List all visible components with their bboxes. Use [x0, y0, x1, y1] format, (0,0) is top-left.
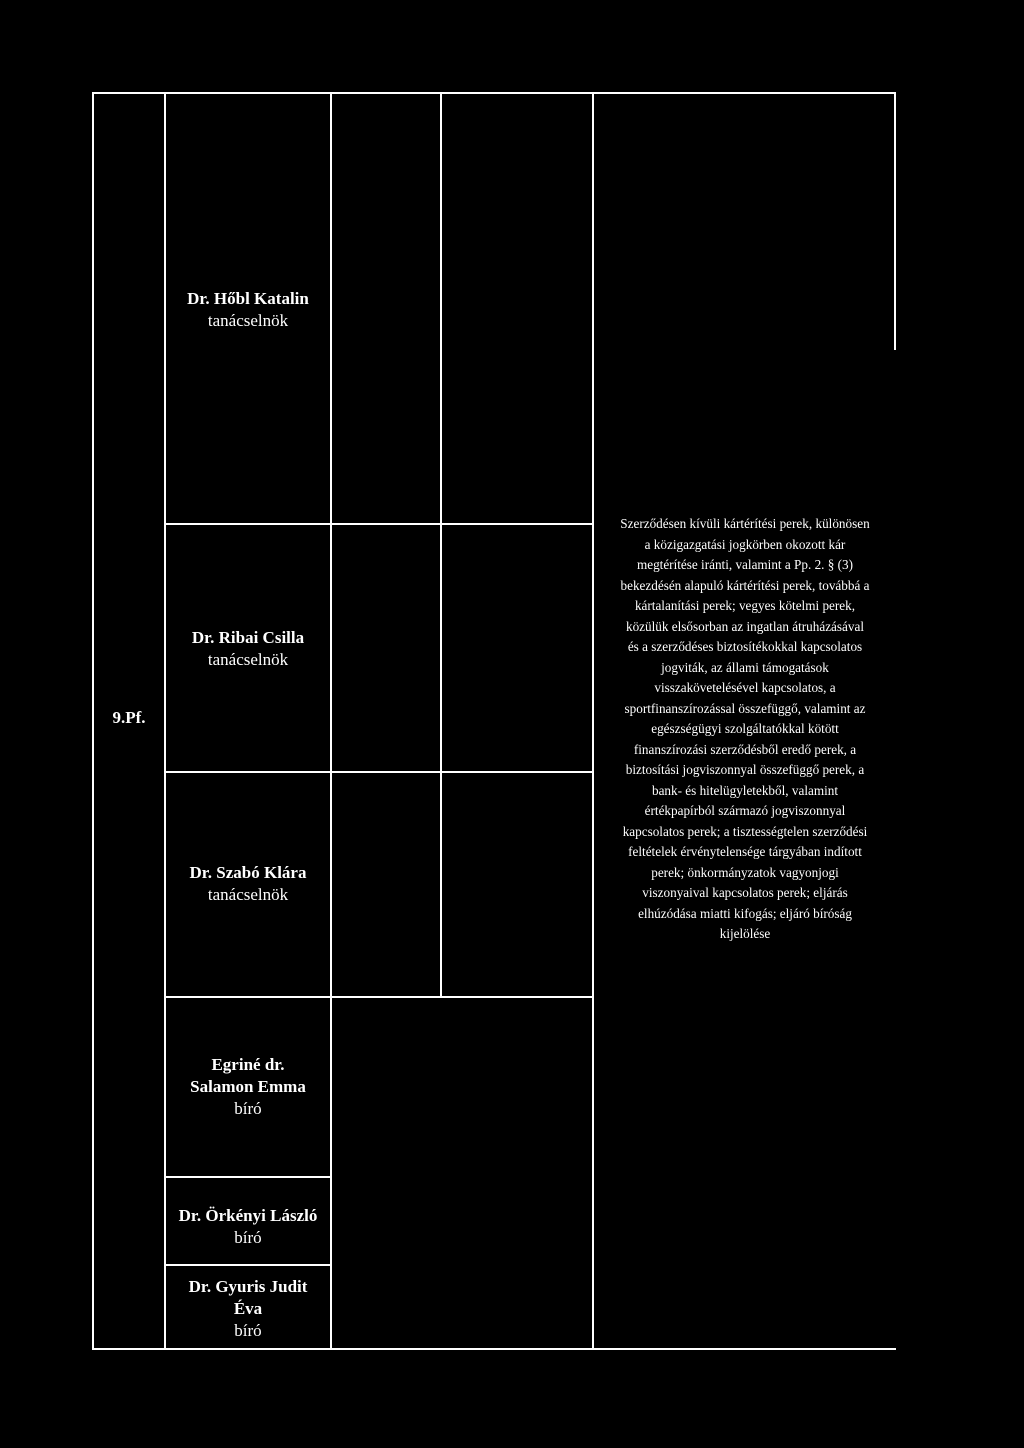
judge-name-line-2: Éva: [233, 1299, 263, 1318]
case-description-line: elhúzódása miatti kifogás; eljáró bíróság: [638, 905, 852, 921]
case-description-line: jogviták, az állami támogatások: [661, 659, 829, 675]
case-description-line: bank- és hitelügyletekből, valamint: [651, 782, 839, 798]
table-top-border: [92, 92, 896, 94]
row-divider-5: [164, 1264, 332, 1266]
case-description-line: megtérítése iránti, valamint a Pp. 2. § (3): [636, 557, 854, 572]
judge-name: Dr. Örkényi László: [178, 1206, 318, 1225]
judge-cell-2: [166, 627, 330, 671]
judge-name: Dr. Hőbl Katalin: [187, 289, 309, 308]
case-description-line: feltételek érvénytelensége tárgyában indított: [628, 844, 862, 859]
column-divider-3: [440, 92, 442, 997]
case-description-line: a közigazgatási jogkörben okozott kár: [644, 536, 846, 552]
judge-cell-5: [166, 1205, 330, 1249]
judge-role: bíró: [234, 1099, 262, 1118]
case-description-line: finanszírozási szerződésből eredő perek, a: [633, 741, 857, 757]
case-description-line: viszonyaival kapcsolatos perek; eljárás: [642, 885, 848, 900]
judge-role: tanácselnök: [207, 311, 289, 330]
case-description-line: sportfinanszírozással összefüggő, valamint az: [624, 700, 866, 716]
table-bottom-border: [92, 1348, 896, 1350]
column-divider-1: [164, 92, 166, 1350]
judge-name-line-1: Dr. Gyuris Judit: [188, 1277, 308, 1296]
column-divider-2: [330, 92, 332, 1350]
case-description-line: biztosítási jogviszonnyal összefüggő perek, a: [625, 762, 865, 777]
council-code: 9.Pf.: [112, 708, 146, 727]
case-description-line: kapcsolatos perek; a tisztességtelen szerződési: [622, 823, 868, 839]
judge-role: bíró: [234, 1228, 262, 1247]
case-description-line: értékpapírból származó jogviszonnyal: [644, 803, 846, 818]
judge-cell-6: [166, 1276, 330, 1342]
judge-name-line-1: Egriné dr.: [211, 1055, 285, 1074]
judge-cell-1: [166, 288, 330, 332]
row-divider-3: [164, 996, 594, 998]
judge-cell-4: [166, 1054, 330, 1120]
case-description-line: és a szerződéses biztosítékokkal kapcsolatos: [627, 639, 863, 654]
case-description: [594, 514, 896, 945]
case-description-line: közülük elsősorban az ingatlan átruházásával: [625, 618, 864, 634]
case-description-line: bekezdésén alapuló kártérítési perek, továbbá a: [620, 577, 870, 593]
judge-role: bíró: [234, 1321, 262, 1340]
judge-role: tanácselnök: [207, 650, 289, 669]
case-description-line: kijelölése: [719, 926, 771, 941]
row-divider-4: [164, 1176, 332, 1178]
table-right-border: [894, 92, 896, 350]
judge-name-line-2: Salamon Emma: [190, 1077, 306, 1096]
judge-role: tanácselnök: [207, 885, 289, 904]
judge-name: Dr. Szabó Klára: [189, 863, 307, 882]
row-divider-2: [164, 771, 594, 773]
case-description-line: visszakövetelésével kapcsolatos, a: [654, 680, 836, 695]
case-description-line: egészségügyi szolgáltatókkal kötött: [651, 721, 839, 736]
case-description-line: kártalanítási perek; vegyes kötelmi perek,: [634, 598, 856, 613]
case-description-line: Szerződésen kívüli kártérítési perek, különösen: [620, 516, 870, 531]
judge-name: Dr. Ribai Csilla: [191, 628, 305, 647]
judge-cell-3: [166, 862, 330, 906]
case-description-line: perek; önkormányzatok vagyonjogi: [651, 864, 839, 880]
row-divider-1: [164, 523, 594, 525]
